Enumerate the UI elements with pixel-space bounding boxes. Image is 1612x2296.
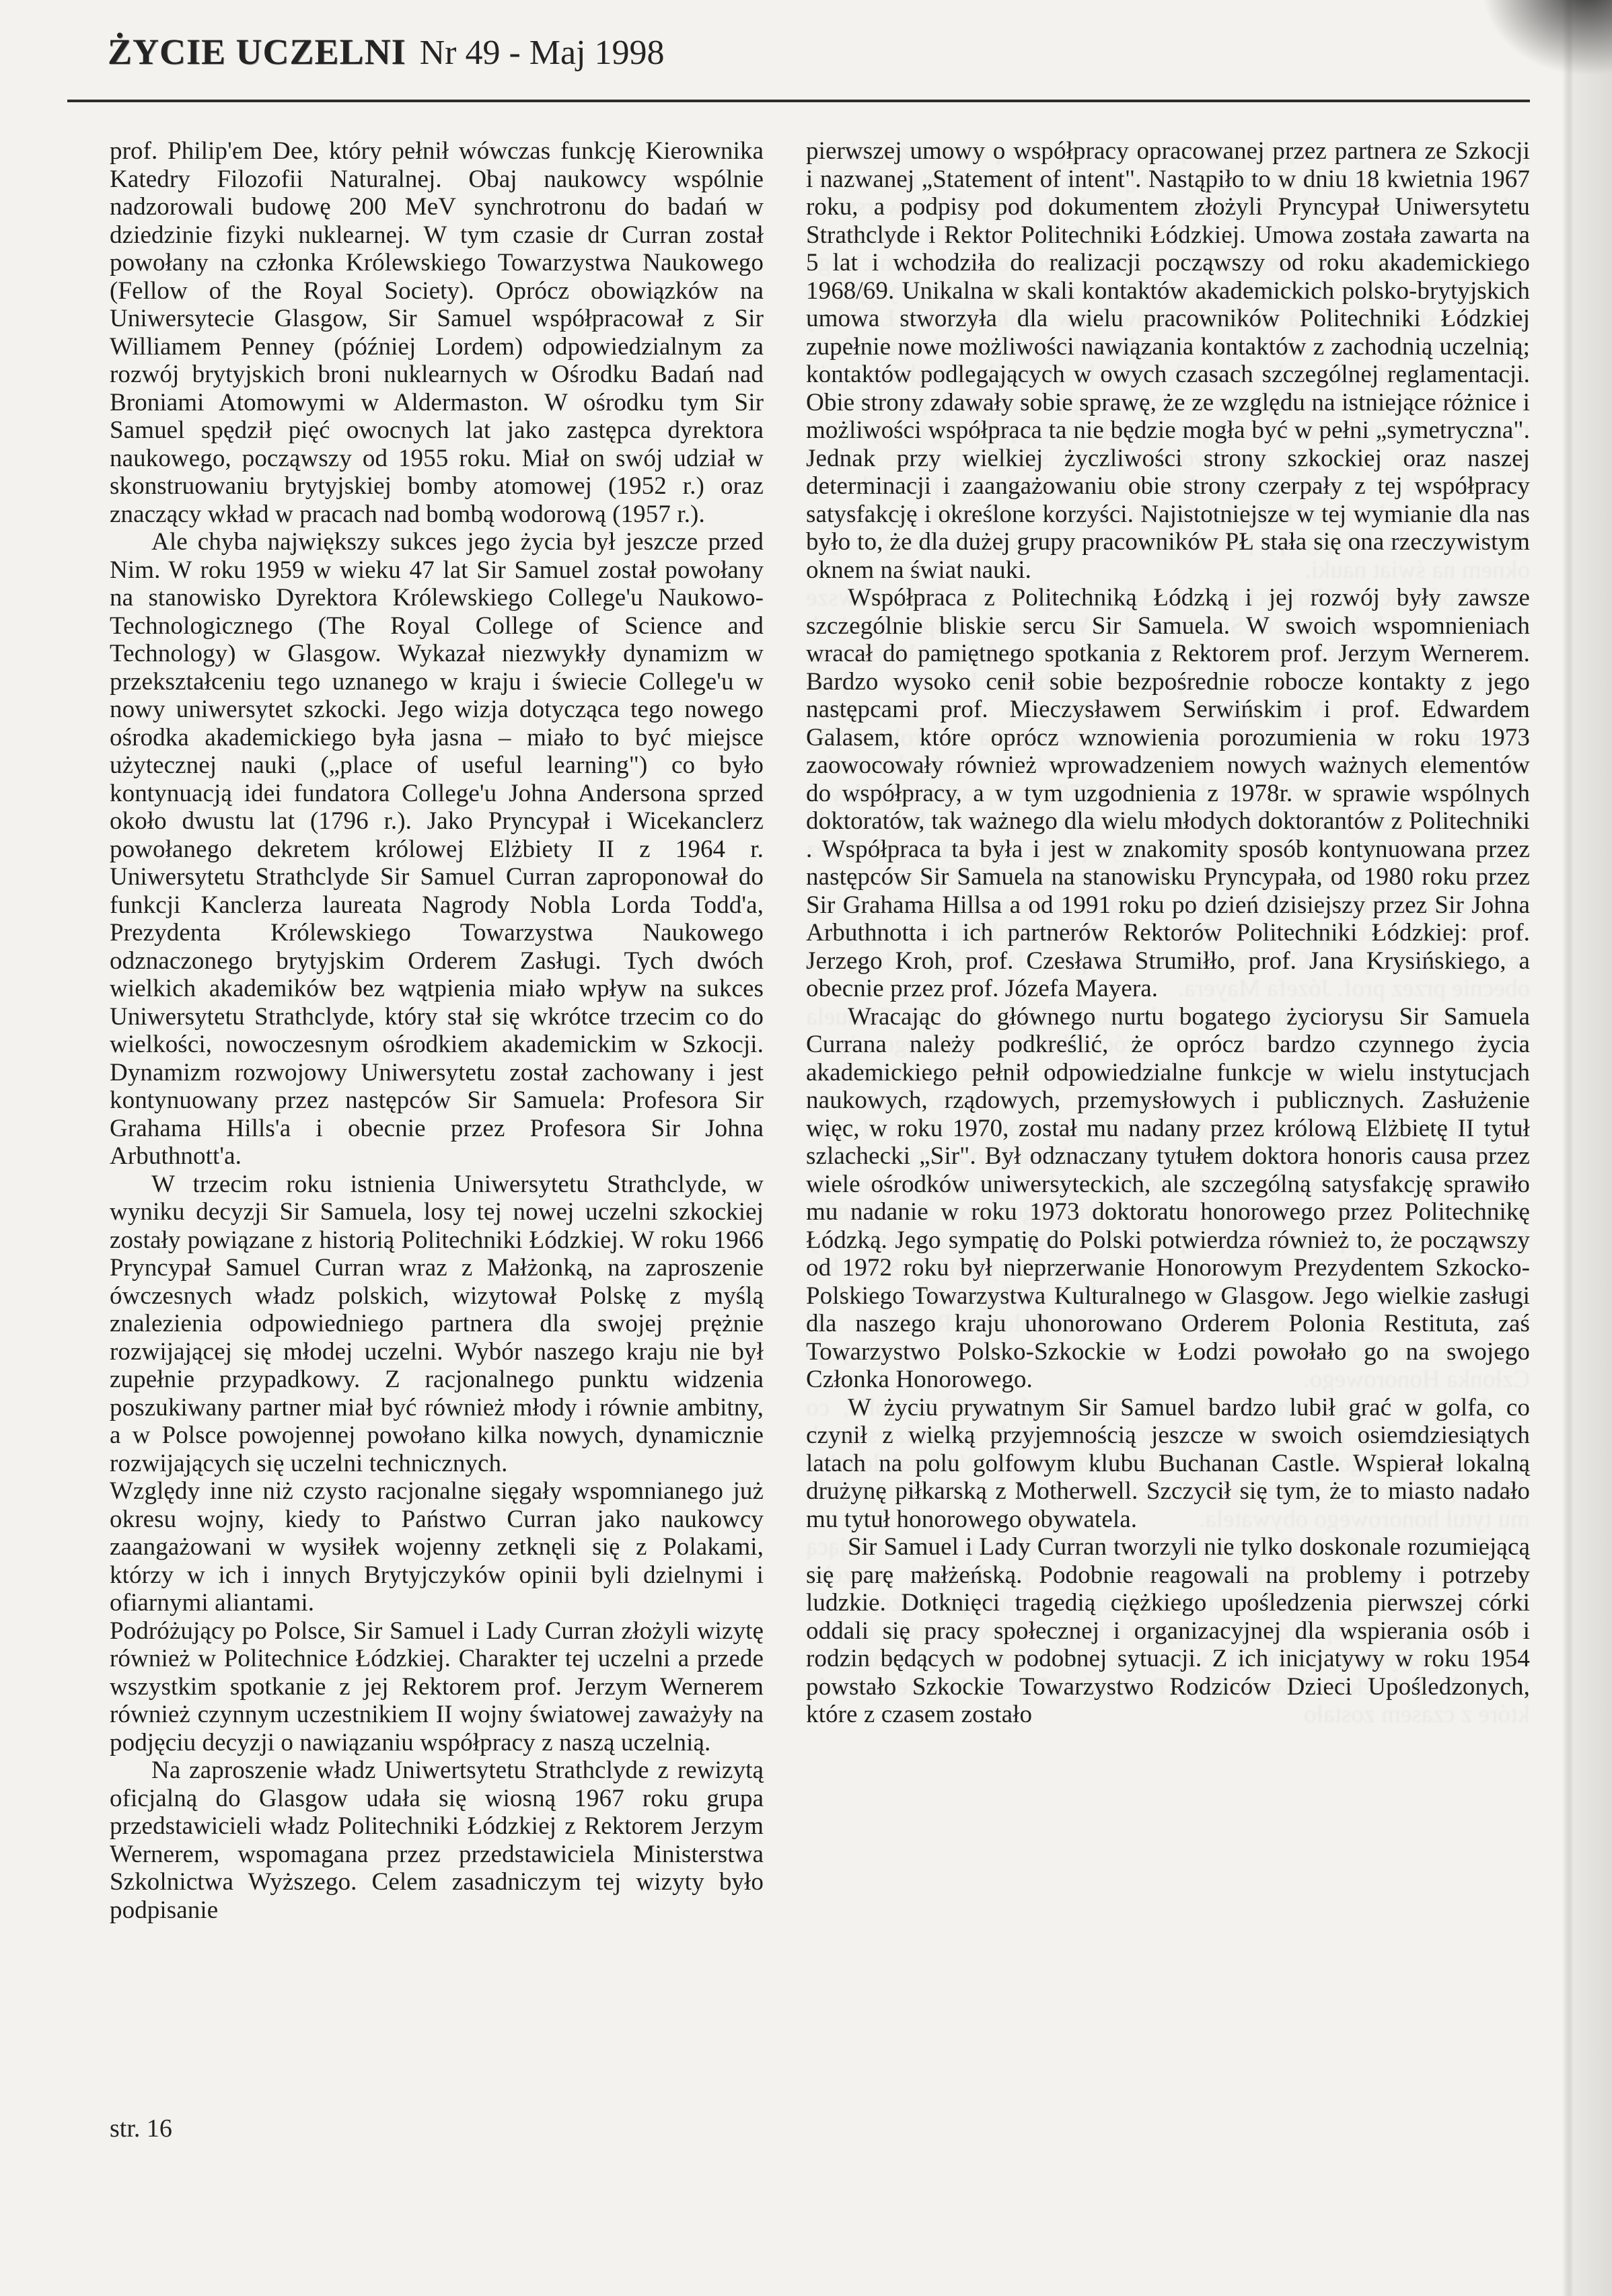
paragraph: Ale chyba największy sukces jego życia był jeszcze przed Nim. W roku 1959 w wieku 47 lat Sir Samuel został powołany na stanowisko Dyrektora Królewskiego College'u Naukowo-Technologicznego (The Royal College of Science and Technology) w Glasgow. Wykazał niezwykły dynamizm w przekształceniu tego uznanego w kraju i świecie College'u w nowy uniwersytet szkocki. Jego wizja dotycząca tego nowego ośrodka akademickiego była jasna – miało to być miejsce użytecznej nauki („place of useful learning") co było kontynuacją idei fundatora College'u Johna Andersona sprzed około dwustu lat (1796 r.). Jako Pryncypał i Wicekanclerz powołanego dekretem królowej Elżbiety II z 1964 r. Uniwersytetu Strathclyde Sir Samuel Curran zaproponował do funkcji Kanclerza laureata Nagrody Nobla Lorda Todd'a, Prezydenta Królewskiego Towarzystwa Naukowego odznaczonego brytyjskim Orderem Zasługi. Tych dwóch wielkich akademików bez wątpienia miało wpływ na sukces Uniwersytetu Strathclyde, który stał się wkrótce trzecim co do wielkości, nowoczesnym ośrodkiem akademickim w Szkocji. Dynamizm rozwojowy Uniwersytetu został zachowany i jest kontynuowany przez następców Sir Samuela: Profesora Sir Grahama Hills'a i obecnie przez Profesora Sir Johna Arbuthnott'a. xyxy=(110,528,764,1170)
paragraph: Współpraca z Politechniką Łódzką i jej rozwój były zawsze szczególnie bliskie sercu Sir Samuela. W swoich wspomnieniach wracał do pamiętnego spotkania z Rektorem prof. Jerzym Wernerem. Bardzo wysoko cenił sobie bezpośrednie robocze kontakty z jego następcami prof. Mieczysławem Serwińskim i prof. Edwardem Galasem, które oprócz wznowienia porozumienia w roku 1973 zaowocowały również wprowadzeniem nowych ważnych elementów do współpracy, a w tym uzgodnienia z 1978r. w sprawie wspólnych doktoratów, tak ważnego dla wielu młodych doktorantów z Politechniki . Współpraca ta była i jest w znakomity sposób kontynuowana przez następców Sir Samuela na stanowisku Pryncypała, od 1980 roku przez Sir Grahama Hillsa a od 1991 roku po dzień dzisiejszy przez Sir Johna Arbuthnotta i ich partnerów Rektorów Politechniki Łódzkiej: prof. Jerzego Kroh, prof. Czesława Strumiłło, prof. Jana Krysińskiego, a obecnie przez prof. Józefa Mayera. xyxy=(806,584,1530,1002)
paragraph: Podróżujący po Polsce, Sir Samuel i Lady Curran złożyli wizytę również w Politechnice Łódzkiej. Charakter tej uczelni a przede wszystkim spotkanie z jej Rektorem prof. Jerzym Wernerem również czynnym uczestnikiem II wojny światowej zaważyły na podjęciu decyzji o nawiązaniu współpracy z naszą uczelnią. xyxy=(110,1617,764,1756)
masthead-issue: Nr 49 - Maj 1998 xyxy=(419,34,665,72)
paragraph: W życiu prywatnym Sir Samuel bardzo lubił grać w golfa, co czynił z wielką przyjemnością jeszcze w swoich osiemdziesiątych latach na polu golfowym klubu Buchanan Castle. Wspierał lokalną drużynę piłkarską z Motherwell. Szczycił się tym, że to miasto nadało mu tytuł honorowego obywatela. xyxy=(806,1393,1530,1533)
scan-corner-smudge xyxy=(1484,0,1612,74)
paragraph: Względy inne niż czysto racjonalne sięgały wspomnianego już okresu wojny, kiedy to Państwo Curran jako naukowcy zaangażowani w wysiłek wojenny zetknęli się z Polakami, którzy w ich i innych Brytyjczyków opinii byli dzielnymi i ofiarnymi aliantami. xyxy=(110,1477,764,1617)
scan-fold-shadow xyxy=(1562,0,1573,2296)
paragraph: Na zaproszenie władz Uniwertsytetu Strathclyde z rewizytą oficjalną do Glasgow udała się wiosną 1967 roku grupa przedstawicieli władz Politechniki Łódzkiej z Rektorem Jerzym Wernerem, wspomagana przez przedstawiciela Ministerstwa Szkolnictwa Wyższego. Celem zasadniczym tej wizyty było podpisanie xyxy=(110,1756,764,1924)
right-column xyxy=(806,137,1530,1729)
paragraph: prof. Philip'em Dee, który pełnił wówczas funkcję Kierownika Katedry Filozofii Naturalnej. Obaj naukowcy wspólnie nadzorowali budowę 200 MeV synchrotronu do badań w dziedzinie fizyki nuklearnej. W tym czasie dr Curran został powołany na członka Królewskiego Towarzystwa Naukowego (Fellow of the Royal Society). Oprócz obowiązków na Uniwersytecie Glasgow, Sir Samuel współpracował z Sir Williamem Penney (później Lordem) odpowiedzialnym za rozwój brytyjskich broni nuklearnych w Ośrodku Badań nad Broniami Atomowymi w Aldermaston. W ośrodku tym Sir Samuel spędził pięć owocnych lat jako zastępca dyrektora naukowego, począwszy od 1955 roku. Miał on swój udział w skonstruowaniu brytyjskiej bomby atomowej (1952 r.) oraz znaczący wkład w pracach nad bombą wodorową (1957 r.). xyxy=(110,137,764,528)
masthead-title: ŻYCIE UCZELNI xyxy=(108,32,406,72)
page-number: str. 16 xyxy=(110,2114,172,2143)
header-rule xyxy=(67,100,1530,102)
left-column xyxy=(110,137,764,1924)
masthead xyxy=(108,31,665,73)
paragraph: W trzecim roku istnienia Uniwersytetu Strathclyde, w wyniku decyzji Sir Samuela, losy tej nowej uczelni szkockiej zostały powiązane z historią Politechniki Łódzkiej. W roku 1966 Pryncypał Samuel Curran wraz z Małżonką, na zaproszenie ówczesnych władz polskich, wizytował Polskę z myślą znalezienia odpowiedniego partnera dla swojej prężnie rozwijającej się młodej uczelni. Wybór naszego kraju nie był zupełnie przypadkowy. Z racjonalnego punktu widzenia poszukiwany partner miał być również młody i równie ambitny, a w Polsce powojennej powołano kilka nowych, dynamicznie rozwijających się uczelni technicznych. xyxy=(110,1170,764,1477)
scan-edge-tint xyxy=(1569,0,1612,2296)
paragraph: Wracając do głównego nurtu bogatego życiorysu Sir Samuela Currana należy podkreślić, że oprócz bardzo czynnego życia akademickiego pełnił odpowiedzialne funkcje w wielu instytucjach naukowych, rządowych, przemysłowych i publicznych. Zasłużenie więc, w roku 1970, został mu nadany przez królową Elżbietę II tytuł szlachecki „Sir". Był odznaczany tytułem doktora honoris causa przez wiele ośrodków uniwersyteckich, ale szczególną satysfakcję sprawiło mu nadanie w roku 1973 doktoratu honorowego przez Politechnikę Łódzką. Jego sympatię do Polski potwierdza również to, że począwszy od 1972 roku był nieprzerwanie Honorowym Prezydentem Szkocko-Polskiego Towarzystwa Kulturalnego w Glasgow. Jego wielkie zasługi dla naszego kraju uhonorowano Orderem Polonia Restituta, zaś Towarzystwo Polsko-Szkockie w Łodzi powołało go na swojego Członka Honorowego. xyxy=(806,1002,1530,1393)
paragraph: Sir Samuel i Lady Curran tworzyli nie tylko doskonale rozumiejącą się parę małżeńską. Podobnie reagowali na problemy i potrzeby ludzkie. Dotknięci tragedią ciężkiego upośledzenia pierwszej córki oddali się pracy społecznej i organizacyjnej dla wspierania osób i rodzin będących w podobnej sytuacji. Z ich inicjatywy w roku 1954 powstało Szkockie Towarzystwo Rodziców Dzieci Upośledzonych, które z czasem zostało xyxy=(806,1533,1530,1728)
paragraph: pierwszej umowy o współpracy opracowanej przez partnera ze Szkocji i nazwanej „Statement of intent". Nastąpiło to w dniu 18 kwietnia 1967 roku, a podpisy pod dokumentem złożyli Pryncypał Uniwersytetu Strathclyde i Rektor Politechniki Łódzkiej. Umowa została zawarta na 5 lat i wchodziła do realizacji począwszy od roku akademickiego 1968/69. Unikalna w skali kontaktów akademickich polsko-brytyjskich umowa stworzyła dla wielu pracowników Politechniki Łódzkiej zupełnie nowe możliwości nawiązania kontaktów z zachodnią uczelnią; kontaktów podlegających w owych czasach szczególnej reglamentacji. Obie strony zdawały sobie sprawę, że ze względu na istniejące różnice i możliwości współpraca ta nie będzie mogła być w pełni „symetryczna". Jednak przy wielkiej życzliwości strony szkockiej oraz naszej determinacji i zaangażowaniu obie strony czerpały z tej współpracy satysfakcję i określone korzyści. Najistotniejsze w tej wymianie dla nas było to, że dla dużej grupy pracowników PŁ stała się ona rzeczywistym oknem na świat nauki. xyxy=(806,137,1530,584)
